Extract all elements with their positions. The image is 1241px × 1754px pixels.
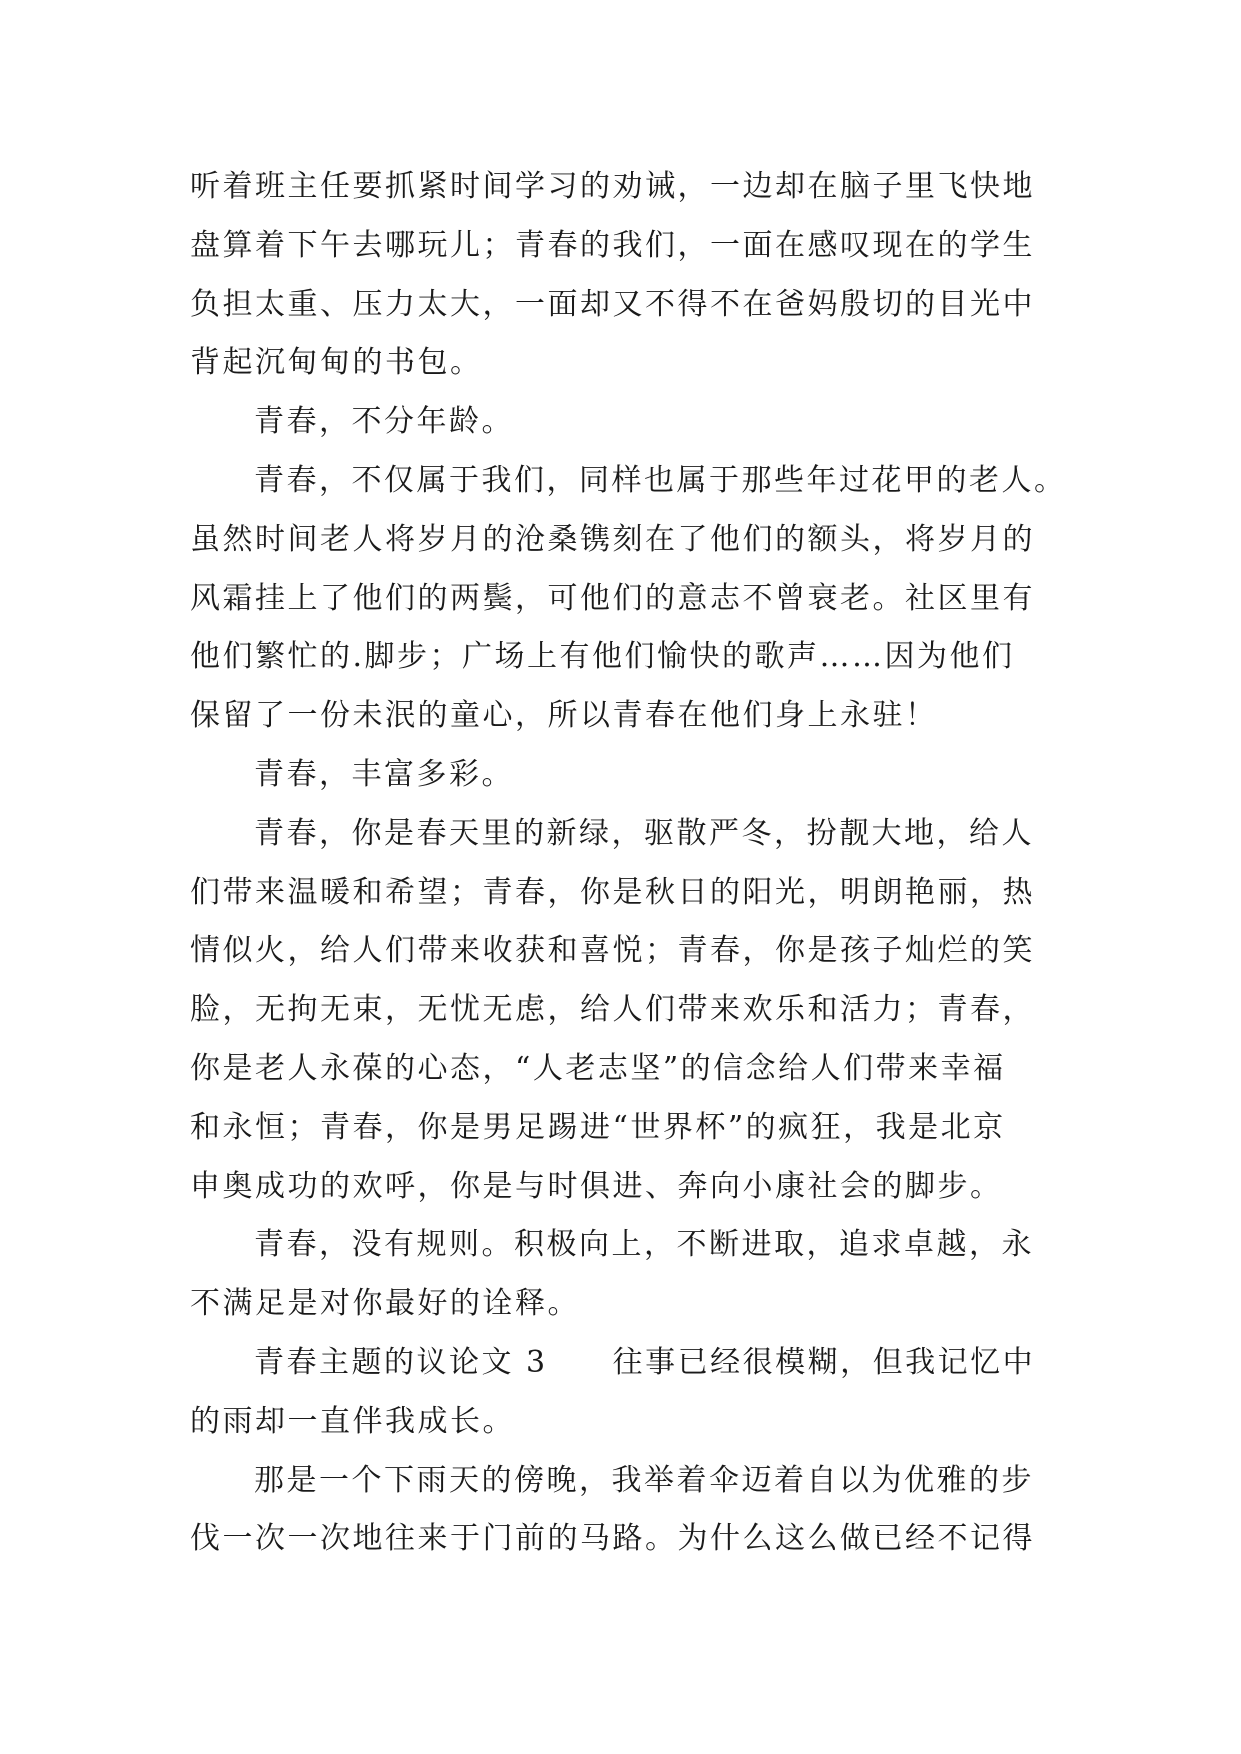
text-line: 风霜挂上了他们的两鬓，可他们的意志不曾衰老。社区里有 xyxy=(190,580,1035,616)
text-line: 保留了一份未泯的童心，所以青春在他们身上永驻！ xyxy=(190,698,938,734)
text-line: 你是老人永葆的心态，“人老志坚”的信念给人们带来幸福 xyxy=(190,1050,1006,1086)
text-line: 不满足是对你最好的诠释。 xyxy=(190,1286,580,1322)
paragraph-heading-line: 青春，不分年龄。 xyxy=(254,404,514,440)
text-line: 负担太重、压力太大，一面却又不得不在爸妈殷切的目光中 xyxy=(190,286,1035,322)
text-line: 虽然时间老人将岁月的沧桑镌刻在了他们的额头，将岁月的 xyxy=(190,521,1035,557)
section-title-line: 青春主题的议论文 3 往事已经很模糊，但我记忆中 xyxy=(254,1344,1036,1380)
paragraph-first-line: 那是一个下雨天的傍晚，我举着伞迈着自以为优雅的步 xyxy=(254,1462,1034,1498)
text-line: 脸，无拘无束，无忧无虑，给人们带来欢乐和活力；青春， xyxy=(190,992,1035,1028)
text-line: 盘算着下午去哪玩儿；青春的我们，一面在感叹现在的学生 xyxy=(190,227,1035,263)
paragraph-first-line: 青春，不仅属于我们，同样也属于那些年过花甲的老人。 xyxy=(254,462,1067,498)
text-line: 情似火，给人们带来收获和喜悦；青春，你是孩子灿烂的笑 xyxy=(190,933,1035,969)
text-line: 他们繁忙的.脚步；广场上有他们愉快的歌声……因为他们 xyxy=(190,639,1015,675)
paragraph-first-line: 青春，你是春天里的新绿，驱散严冬，扮靓大地，给人 xyxy=(254,815,1034,851)
text-line: 背起沉甸甸的书包。 xyxy=(190,345,483,381)
text-line: 伐一次一次地往来于门前的马路。为什么这么做已经不记得 xyxy=(190,1521,1035,1557)
essay-body xyxy=(190,158,1067,1569)
text-line: 申奥成功的欢呼，你是与时俱进、奔向小康社会的脚步。 xyxy=(190,1168,1003,1204)
paragraph-first-line: 青春，没有规则。积极向上，不断进取，追求卓越，永 xyxy=(254,1227,1034,1263)
text-line: 听着班主任要抓紧时间学习的劝诫，一边却在脑子里飞快地 xyxy=(190,169,1035,204)
text-line: 们带来温暖和希望；青春，你是秋日的阳光，明朗艳丽，热 xyxy=(190,874,1035,910)
text-line: 的雨却一直伴我成长。 xyxy=(190,1403,515,1439)
paragraph-heading-line: 青春，丰富多彩。 xyxy=(254,756,514,792)
text-line: 和永恒；青春，你是男足踢进“世界杯”的疯狂，我是北京 xyxy=(190,1109,1006,1145)
